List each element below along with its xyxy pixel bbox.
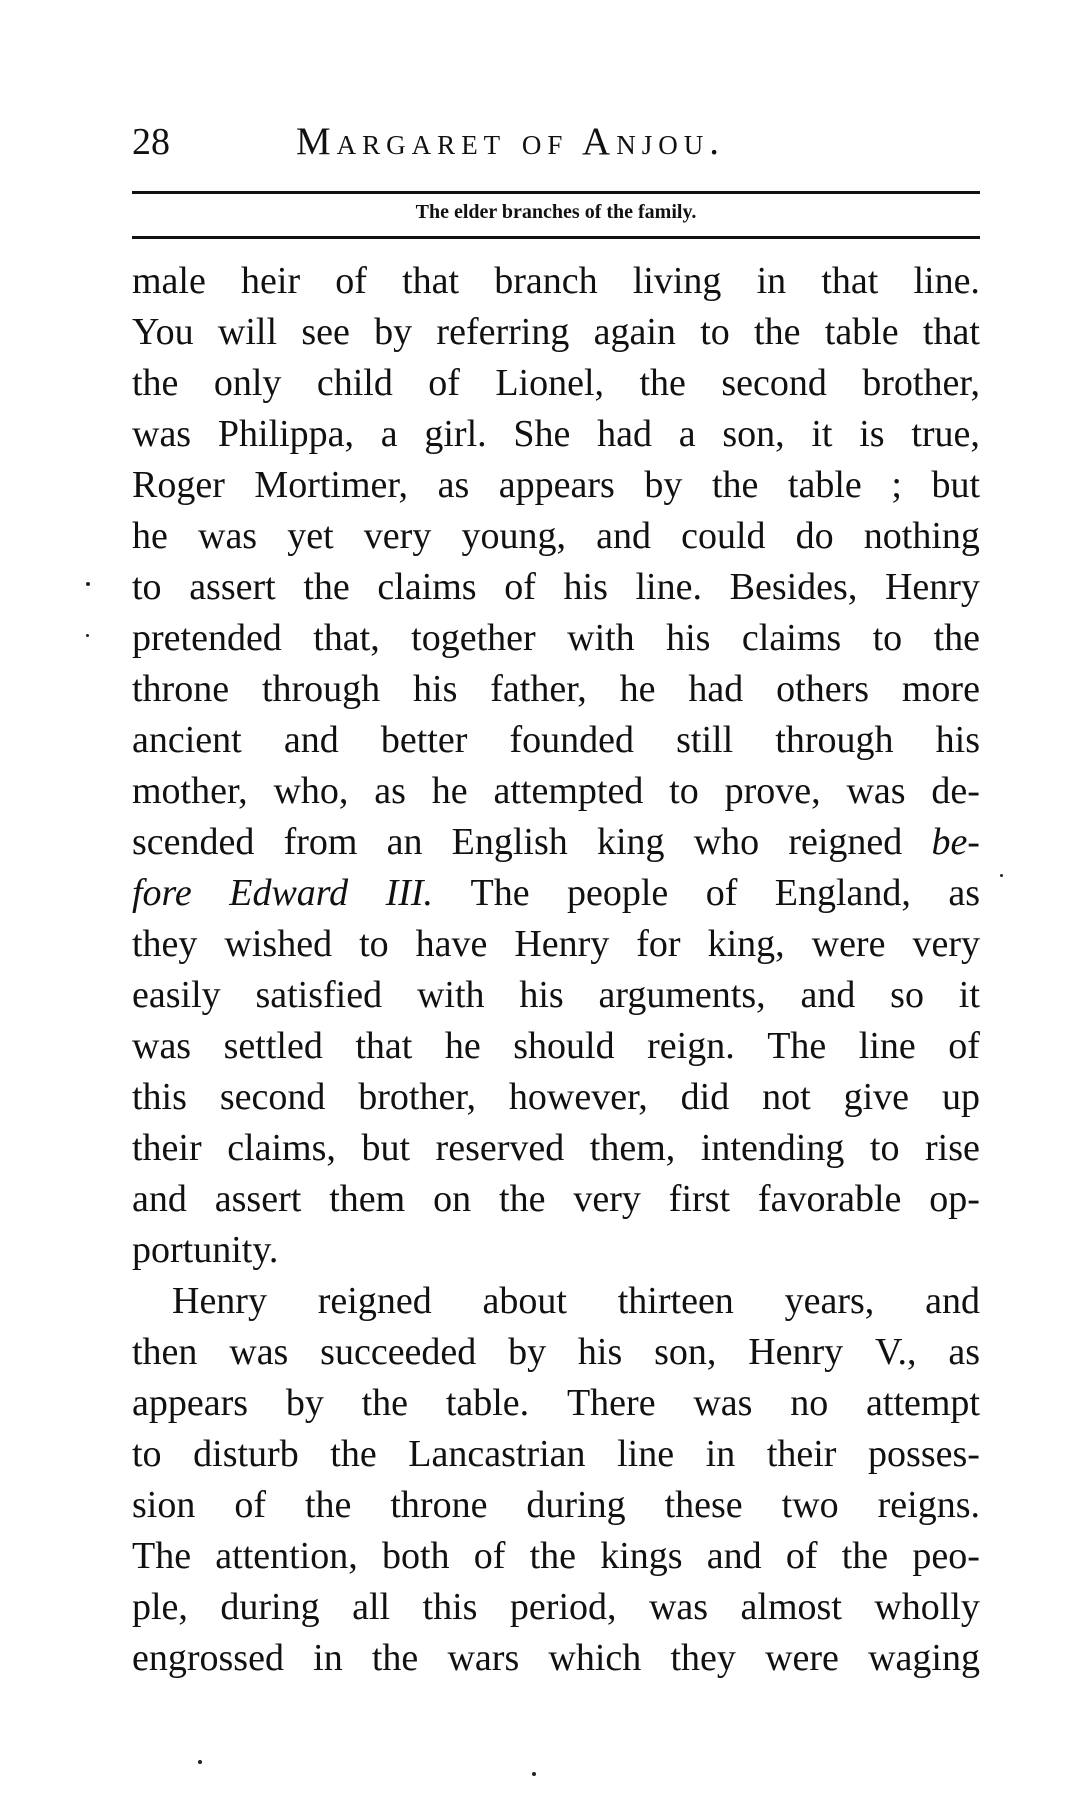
- margin-speck: [1000, 874, 1003, 877]
- text-line: pretended that, together with his claims to the: [132, 617, 980, 659]
- running-head: [132, 118, 980, 178]
- text-line: ple, during all this period, was almost wholly: [132, 1586, 980, 1628]
- text-line: this second brother, however, did not give up: [132, 1076, 980, 1118]
- header-rule-bottom: [132, 236, 980, 239]
- text-line: The attention, both of the kings and of the peo-: [132, 1535, 980, 1577]
- running-title: Margaret of Anjou.: [296, 120, 725, 163]
- text-line: the only child of Lionel, the second brother,: [132, 362, 980, 404]
- text-line: and assert them on the very first favorable op-: [132, 1178, 980, 1220]
- text-line: Henry reigned about thirteen years, and: [172, 1280, 980, 1322]
- text-line: to disturb the Lancastrian line in their posses-: [132, 1433, 980, 1475]
- page-number: 28: [132, 121, 170, 163]
- text-line: male heir of that branch living in that line.: [132, 260, 980, 302]
- header-rule-top: [132, 191, 980, 194]
- text-line: portunity.: [132, 1229, 279, 1271]
- text-line: mother, who, as he attempted to prove, was de-: [132, 770, 980, 812]
- text-line: then was succeeded by his son, Henry V., as: [132, 1331, 980, 1373]
- text-line: throne through his father, he had others more: [132, 668, 980, 710]
- text-line: fore Edward III. The people of England, as: [132, 872, 980, 914]
- text-line: easily satisfied with his arguments, and so it: [132, 974, 980, 1016]
- text-line: to assert the claims of his line. Besides, Henry: [132, 566, 980, 608]
- text-line: ancient and better founded still through his: [132, 719, 980, 761]
- text-line: engrossed in the wars which they were waging: [132, 1637, 980, 1679]
- section-subhead: The elder branches of the family.: [415, 201, 697, 223]
- text-line: Roger Mortimer, as appears by the table ; but: [132, 464, 980, 506]
- body-text: [132, 256, 980, 1684]
- margin-speck: [198, 1760, 202, 1764]
- text-line: their claims, but reserved them, intending to rise: [132, 1127, 980, 1169]
- margin-speck: [86, 582, 90, 586]
- text-line: sion of the throne during these two reigns.: [132, 1484, 980, 1526]
- margin-speck: [86, 634, 89, 637]
- text-line: appears by the table. There was no attempt: [132, 1382, 980, 1424]
- margin-speck: [532, 1772, 536, 1776]
- text-line: was settled that he should reign. The line of: [132, 1025, 980, 1067]
- text-line: he was yet very young, and could do nothing: [132, 515, 980, 557]
- text-line: was Philippa, a girl. She had a son, it is true,: [132, 413, 980, 455]
- text-line: they wished to have Henry for king, were very: [132, 923, 980, 965]
- text-line: You will see by referring again to the table that: [132, 311, 980, 353]
- text-line: scended from an English king who reigned be-: [132, 821, 980, 863]
